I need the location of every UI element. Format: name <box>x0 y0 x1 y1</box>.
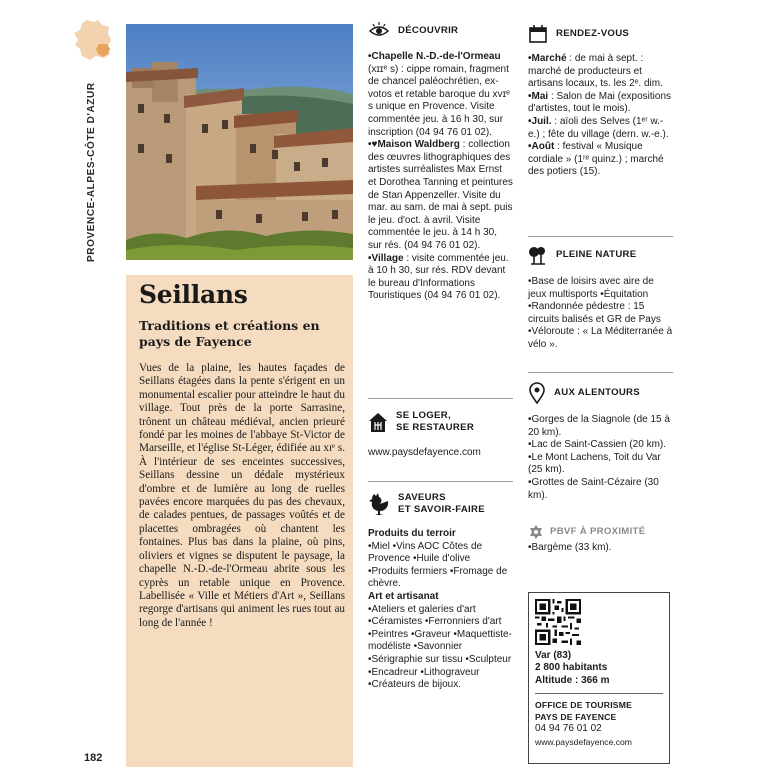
decouvrir-item: •Chapelle N.-D.-de-l'Ormeau (xɪɪᵉ s) : cippe romain, fragment de chancel paléochrétien, ex-votos et retable baroque du xᴠɪᵉ s unique en Provence. Visite commentée jeu. à 16 h 30, sur inscription (04 94 76 01 02). <box>368 51 510 138</box>
decouvrir-item: •♥Maison Waldberg : collection des œuvres lithographiques des artistes surréalistes Max Ernst et Dorothea Tanning et peintures de Stan Appenzeller. Visite du mar. au sam. de mai à sept. puis le jeu. d'oct. à avril. Visite commentée le jeu. à 14 h 30, sur rés. (04 94 76 01 02). <box>368 139 513 251</box>
region-label: PROVENCE-ALPES-CÔTE D'AZUR <box>86 82 97 262</box>
rendezvous-title: RENDEZ-VOUS <box>556 28 630 39</box>
qr-code-icon[interactable] <box>535 599 581 645</box>
art-title: Art et artisanat <box>368 590 439 602</box>
house-fork-icon <box>368 411 388 433</box>
divider <box>528 236 673 237</box>
rendezvous-item: •Mai : Salon de Mai (expositions d'artistes, tout le mois). <box>528 90 672 115</box>
alentours-item: •Lac de Saint-Cassien (20 km). <box>528 439 667 451</box>
divider <box>368 398 513 399</box>
nature-text: •Base de loisirs avec aire de jeux multisports •Équitation •Randonnée pédestre : 15 circuits balisés et GR de Pays •Véloroute : « La Méditerranée à vélo ». <box>528 276 673 350</box>
alentours-title: AUX ALENTOURS <box>554 387 640 398</box>
pbvf-title: PBVF À PROXIMITÉ <box>550 526 646 537</box>
office-phone[interactable]: 04 94 76 01 02 <box>535 723 602 735</box>
location-pin-icon <box>528 382 546 404</box>
office-subtitle: PAYS DE FAYENCE <box>535 712 617 723</box>
loger-section <box>368 410 513 460</box>
altitude: Altitude : 366 m <box>535 674 610 686</box>
saveurs-title: SAVEURS <box>398 492 446 503</box>
decouvrir-section <box>368 22 513 303</box>
page-number: 182 <box>84 752 103 764</box>
loger-title-2: SE RESTAURER <box>396 422 475 433</box>
rendezvous-item: •Marché : de mai à sept. : marché de producteurs et artisans locaux, ts. les 2ᵉ. dim. <box>528 53 663 90</box>
nature-section <box>528 245 673 352</box>
terroir-text: •Miel •Vins AOC Côtes de Provence •Huile d'olive •Produits fermiers •Fromage de chèvre. <box>368 540 508 590</box>
page-title: Seillans <box>139 280 248 309</box>
decouvrir-item: •Village : visite commentée jeu. à 10 h 30, sur rés. RDV devant le bureau d'Informations Touristiques (04 94 76 01 02). <box>368 252 509 302</box>
alentours-item: •Grottes de Saint-Cézaire (30 km). <box>528 476 659 501</box>
pbvf-item: •Bargème (33 km). <box>528 542 612 553</box>
pbvf-section <box>528 524 673 555</box>
loger-link[interactable]: www.paysdefayence.com <box>368 447 481 458</box>
divider <box>535 693 663 694</box>
rendezvous-item: •Juil. : aïoli des Selves (1ᵉʳ w.-e.) ; fête du village (dern. w.-e.). <box>528 115 669 140</box>
info-box <box>528 592 670 764</box>
rendezvous-item: •Août : festival « Musique cordiale » (1ʳᵉ quinz.) ; marché des potiers (15). <box>528 141 664 178</box>
saveurs-title-2: ET SAVOIR-FAIRE <box>398 504 485 515</box>
loger-title: SE LOGER, <box>396 410 451 421</box>
tree-icon <box>528 245 548 265</box>
page-subtitle: Traditions et créations en pays de Fayence <box>139 318 320 349</box>
alentours-item: •Gorges de la Siagnole (de 15 à 20 km). <box>528 414 670 438</box>
divider <box>368 481 513 482</box>
eye-icon <box>368 22 390 40</box>
office-title: OFFICE DE TOURISME <box>535 700 633 711</box>
divider <box>528 372 673 373</box>
intro-paragraph: Vues de la plaine, les hautes façades de Seillans étagées dans la pente s'érigent en un monumental escalier pour atteindre le haut du village. Tout près de la porte Sarrasine, trônent un château médiéval, ancien prieuré fondé par les moines de l'abbaye St-Victor de Marseille, et l'église St-Léger, édifiée au xɪᵉ s. À l'intérieur de ses enceintes successives, Seillans dessine un dédale mystérieux d'ombre et de lumière au long de ruelles pavées encore marquées du pas des chevaux, de calades pentues, de passages voûtés et de placettes ombragées où chantent les fontaines. Plus bas dans la plaine, où pins, oliviers et vignes se disputent le paysage, la chapelle N.-D.-de-l'Ormeau abrite sous les cyprès un retable unique en Provence. Labellisée « Ville et Métiers d'Art », Seillans regorge d'artisans qui animent les rues tout au long de l'année ! <box>139 362 345 629</box>
flower-badge-icon <box>528 524 544 540</box>
office-url[interactable]: www.paysdefayence.com <box>535 736 632 747</box>
terroir-title: Produits du terroir <box>368 528 456 539</box>
art-text: •Ateliers et galeries d'art •Céramistes •Ferronniers d'art •Peintres •Graveur •Maquettiste-modéliste •Savonnier •Sérigraphie sur tissu •Sculpteur •Encadreur •Lithograveur •Créateurs de bijoux. <box>368 603 512 691</box>
alentours-section <box>528 382 673 502</box>
decouvrir-title: DÉCOUVRIR <box>398 25 459 36</box>
nature-title: PLEINE NATURE <box>556 249 637 260</box>
population: 2 800 habitants <box>535 662 608 674</box>
calendar-icon <box>528 24 548 44</box>
village-photo <box>126 24 353 260</box>
rooster-icon <box>368 492 390 516</box>
saveurs-section <box>368 492 513 692</box>
rendezvous-section <box>528 24 673 179</box>
france-region-map-icon <box>72 18 114 62</box>
department: Var (83) <box>535 650 572 661</box>
alentours-item: •Le Mont Lachens, Toit du Var (25 km). <box>528 451 661 476</box>
